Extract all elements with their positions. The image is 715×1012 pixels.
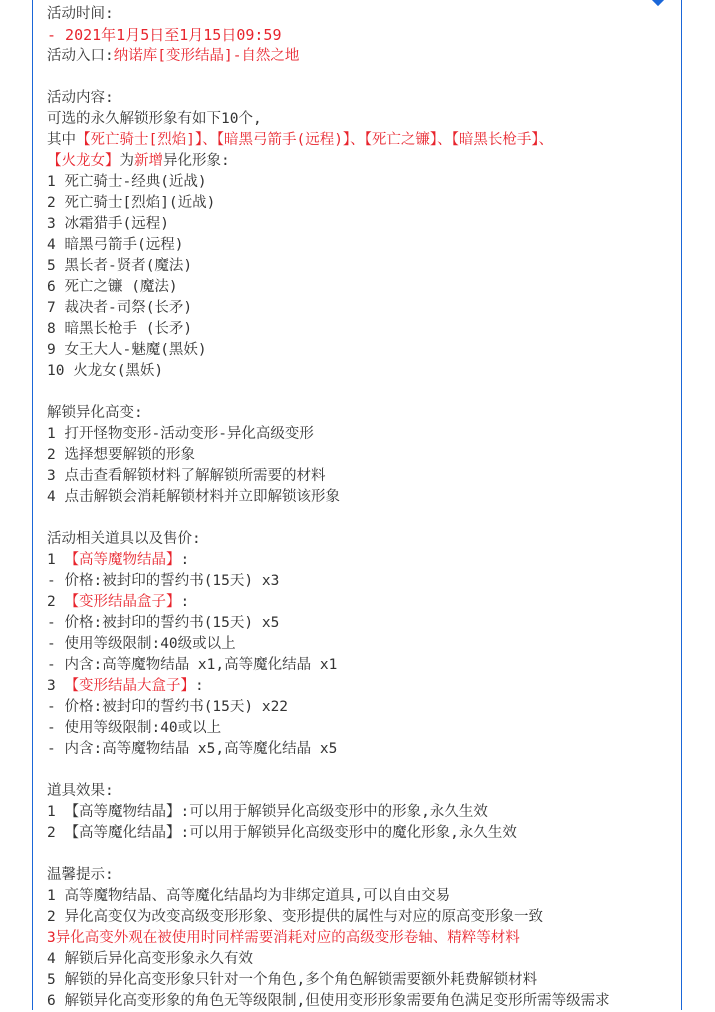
item-colon: : xyxy=(180,594,190,610)
tip-line: 5 解锁的异化高变形象只针对一个角色,多个角色解锁需要额外耗费解锁材料 xyxy=(47,972,538,988)
form-item: 6 死亡之镰 (魔法) xyxy=(47,279,178,295)
entry-label: 活动入口: xyxy=(47,48,114,64)
new-for: 为 xyxy=(119,153,134,169)
item-detail: - 内含:高等魔物结晶 x5,高等魔化结晶 x5 xyxy=(47,741,338,757)
item-colon: : xyxy=(194,678,204,694)
item-number: 1 xyxy=(47,552,65,568)
item-detail: - 价格:被封印的誓约书(15天) x22 xyxy=(47,699,289,715)
entry-line xyxy=(47,46,687,67)
new-item-fire-dragon: 【火龙女】 xyxy=(47,153,120,169)
form-item: 4 暗黑弓箭手(远程) xyxy=(47,237,184,253)
form-item: 8 暗黑长枪手 (长矛) xyxy=(47,321,193,337)
item-colon: : xyxy=(180,552,190,568)
unlock-step: 1 打开怪物变形-活动变形-异化高级变形 xyxy=(47,426,314,442)
item-detail: - 价格:被封印的誓约书(15天) x3 xyxy=(47,573,280,589)
new-items-list: 【死亡骑士[烈焰]】、【暗黑弓箭手(远程)】、【死亡之镰】、【暗黑长枪手】、 xyxy=(76,132,554,148)
effect-line: 1 【高等魔物结晶】:可以用于解锁异化高级变形中的形象,永久生效 xyxy=(47,804,488,820)
content-intro: 可选的永久解锁形象有如下10个, xyxy=(47,111,262,127)
item-number: 3 xyxy=(47,678,65,694)
content-heading: 活动内容: xyxy=(47,90,114,106)
new-items-line xyxy=(47,130,687,151)
new-suffix: 异化形象: xyxy=(163,153,230,169)
new-word: 新增 xyxy=(134,153,163,169)
item-name: 【高等魔物结晶】 xyxy=(64,552,181,568)
form-item: 10 火龙女(黑妖) xyxy=(47,363,164,379)
form-item: 5 黑长者-贤者(魔法) xyxy=(47,258,193,274)
tip-line: 6 解锁异化高变形象的角色无等级限制,但使用变形形象需要角色满足变形所需等级需求 xyxy=(47,993,610,1009)
effects-heading: 道具效果: xyxy=(47,783,114,799)
unlock-step: 2 选择想要解锁的形象 xyxy=(47,447,195,463)
item-title xyxy=(47,676,687,697)
item-detail: - 使用等级限制:40级或以上 xyxy=(47,636,236,652)
form-item: 2 死亡骑士[烈焰](近战) xyxy=(47,195,216,211)
unlock-step: 3 点击查看解锁材料了解解锁所需要的材料 xyxy=(47,468,326,484)
effect-line: 2 【高等魔化结晶】:可以用于解锁异化高级变形中的魔化形象,永久生效 xyxy=(47,825,517,841)
tip-line: 1 高等魔物结晶、高等魔化结晶均为非绑定道具,可以自由交易 xyxy=(47,888,451,904)
items-heading: 活动相关道具以及售价: xyxy=(47,531,201,547)
time-value: - 2021年1月5日至1月15日09:59 xyxy=(47,26,282,44)
new-items-line-2 xyxy=(47,151,687,172)
item-title xyxy=(47,592,687,613)
announcement-body xyxy=(47,4,687,1012)
unlock-heading: 解锁异化高变: xyxy=(47,405,143,421)
item-name: 【变形结晶大盒子】 xyxy=(64,678,195,694)
entry-value: 纳诺库[变形结晶]-自然之地 xyxy=(113,48,300,64)
tip-line-highlight: 3异化高变外观在被使用时同样需要消耗对应的高级变形卷轴、精粹等材料 xyxy=(47,930,520,946)
tips-heading: 温馨提示: xyxy=(47,867,114,883)
form-item: 9 女王大人-魅魔(黑妖) xyxy=(47,342,207,358)
tip-line: 4 解锁后异化高变形象永久有效 xyxy=(47,951,253,967)
item-detail: - 使用等级限制:40或以上 xyxy=(47,720,222,736)
form-item: 3 冰霜猎手(远程) xyxy=(47,216,169,232)
item-title xyxy=(47,550,687,571)
tip-line: 2 异化高变仅为改变高级变形形象、变形提供的属性与对应的原高变形象一致 xyxy=(47,909,543,925)
form-item: 1 死亡骑士-经典(近战) xyxy=(47,174,207,190)
time-heading: 活动时间: xyxy=(47,6,114,22)
item-detail: - 内含:高等魔物结晶 x1,高等魔化结晶 x1 xyxy=(47,657,338,673)
item-detail: - 价格:被封印的誓约书(15天) x5 xyxy=(47,615,280,631)
form-item: 7 裁决者-司祭(长矛) xyxy=(47,300,193,316)
unlock-step: 4 点击解锁会消耗解锁材料并立即解锁该形象 xyxy=(47,489,340,505)
item-name: 【变形结晶盒子】 xyxy=(64,594,181,610)
item-number: 2 xyxy=(47,594,65,610)
new-prefix: 其中 xyxy=(47,132,76,148)
